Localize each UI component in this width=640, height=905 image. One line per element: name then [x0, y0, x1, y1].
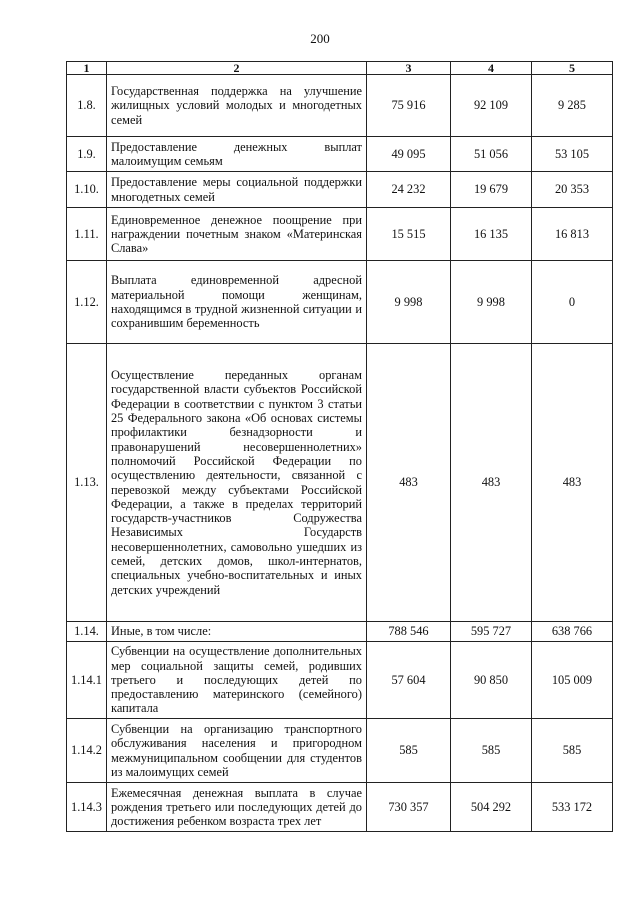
value-col-5: 483	[531, 344, 612, 622]
row-number: 1.14.	[67, 622, 107, 642]
row-description: Предоставление меры социальной поддержки многодетных семей	[106, 172, 366, 208]
value-col-3: 49 095	[366, 137, 450, 172]
value-col-4: 483	[450, 344, 531, 622]
column-header-1: 1	[67, 62, 107, 75]
table-row	[67, 208, 613, 261]
column-header-2: 2	[106, 62, 366, 75]
budget-table	[66, 61, 613, 832]
value-col-3: 9 998	[366, 261, 450, 344]
value-col-5: 585	[531, 719, 612, 783]
column-header-5: 5	[531, 62, 612, 75]
row-description: Предоставление денежных выплат малоимущим семьям	[106, 137, 366, 172]
value-col-3: 57 604	[366, 642, 450, 719]
row-description: Субвенции на осуществление дополнительных мер социальной защиты семей, родивших третьего и последующих детей по предоставлению материнского (семейного) капитала	[106, 642, 366, 719]
value-col-5: 105 009	[531, 642, 612, 719]
table-row	[67, 261, 613, 344]
row-number: 1.12.	[67, 261, 107, 344]
value-col-3: 788 546	[366, 622, 450, 642]
table-row	[67, 172, 613, 208]
table-row	[67, 642, 613, 719]
value-col-5: 638 766	[531, 622, 612, 642]
row-description: Единовременное денежное поощрение при награждении почетным знаком «Материнская Слава»	[106, 208, 366, 261]
column-header-4: 4	[450, 62, 531, 75]
row-number: 1.11.	[67, 208, 107, 261]
value-col-4: 16 135	[450, 208, 531, 261]
page-number: 200	[310, 31, 330, 46]
value-col-3: 75 916	[366, 75, 450, 137]
table-row	[67, 622, 613, 642]
row-number: 1.14.2	[67, 719, 107, 783]
value-col-5: 16 813	[531, 208, 612, 261]
row-number: 1.8.	[67, 75, 107, 137]
row-number: 1.10.	[67, 172, 107, 208]
row-description: Государственная поддержка на улучшение жилищных условий молодых и многодетных семей	[106, 75, 366, 137]
column-header-3: 3	[366, 62, 450, 75]
row-description: Иные, в том числе:	[106, 622, 366, 642]
table-row	[67, 137, 613, 172]
row-number: 1.14.3	[67, 783, 107, 832]
value-col-4: 90 850	[450, 642, 531, 719]
value-col-3: 730 357	[366, 783, 450, 832]
value-col-4: 585	[450, 719, 531, 783]
value-col-4: 595 727	[450, 622, 531, 642]
table-row	[67, 344, 613, 622]
value-col-5: 53 105	[531, 137, 612, 172]
row-number: 1.13.	[67, 344, 107, 622]
row-description: Осуществление переданных органам государственной власти субъектов Российской Федерации в соответствии с пунктом 3 статьи 25 Федерального закона «Об основах системы профилактики безнадзорности и правонарушений несовершеннолетних» полномочий Российской Федерации по осуществлению деятельности, связанной с перевозкой между субъектами Российской Федерации, а также в пределах территорий государств-участников Содружества Независимых Государств несовершеннолетних, самовольно ушедших из семей, детских домов, школ-интернатов, специальных учебно-воспитательных и иных детских учреждений	[106, 344, 366, 622]
row-description: Ежемесячная денежная выплата в случае рождения третьего или последующих детей до достижения ребенком возраста трех лет	[106, 783, 366, 832]
value-col-4: 92 109	[450, 75, 531, 137]
value-col-5: 533 172	[531, 783, 612, 832]
value-col-3: 24 232	[366, 172, 450, 208]
value-col-4: 19 679	[450, 172, 531, 208]
row-number: 1.9.	[67, 137, 107, 172]
value-col-4: 9 998	[450, 261, 531, 344]
table-row	[67, 719, 613, 783]
value-col-3: 585	[366, 719, 450, 783]
row-description: Выплата единовременной адресной материальной помощи женщинам, находящимся в трудной жизненной ситуации и сохранившим беременность	[106, 261, 366, 344]
row-description: Субвенции на организацию транспортного обслуживания населения и пригородном межмуниципальном сообщении для студентов из малоимущих семей	[106, 719, 366, 783]
value-col-3: 483	[366, 344, 450, 622]
table-header-row	[67, 62, 613, 75]
value-col-4: 51 056	[450, 137, 531, 172]
value-col-4: 504 292	[450, 783, 531, 832]
table-row	[67, 75, 613, 137]
value-col-5: 0	[531, 261, 612, 344]
table-row	[67, 783, 613, 832]
row-number: 1.14.1	[67, 642, 107, 719]
value-col-5: 20 353	[531, 172, 612, 208]
value-col-5: 9 285	[531, 75, 612, 137]
value-col-3: 15 515	[366, 208, 450, 261]
